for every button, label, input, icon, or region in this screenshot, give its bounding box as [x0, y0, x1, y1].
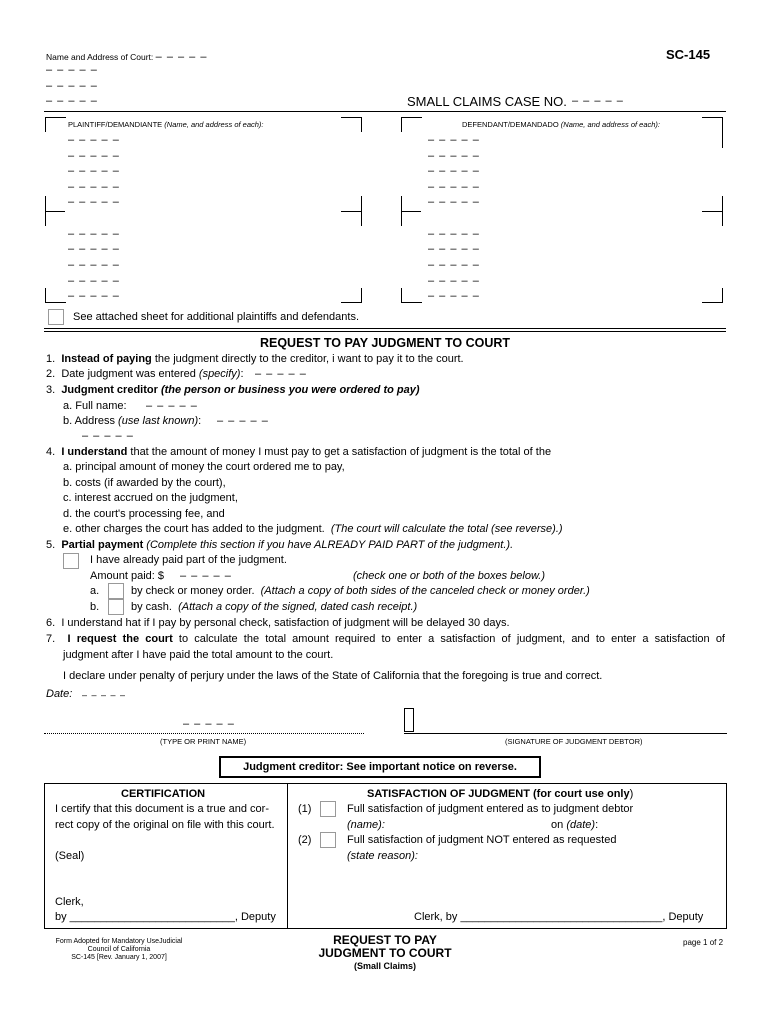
bracket — [702, 117, 723, 148]
check-money-order-checkbox[interactable] — [108, 583, 124, 599]
defendant-field[interactable]: – – – – – — [428, 150, 480, 162]
plaintiff-field[interactable]: – – – – – — [68, 150, 120, 162]
item-5b-letter: b. — [90, 601, 100, 613]
signature-label: (SIGNATURE OF JUDGMENT DEBTOR) — [505, 737, 643, 746]
item-4c: c. interest accrued on the judgment, — [63, 492, 238, 504]
divider — [44, 331, 726, 332]
signature-line[interactable] — [404, 733, 727, 734]
page-number: page 1 of 2 — [683, 938, 724, 947]
bracket — [45, 288, 66, 303]
entry-date-field[interactable]: on (date): — [551, 819, 599, 831]
bracket — [702, 211, 722, 212]
court-address-field[interactable]: – – – – – — [46, 64, 98, 76]
bracket — [401, 288, 422, 303]
item-5a: by check or money order. (Attach a copy of both sides of the canceled check or money order.) — [131, 585, 590, 597]
certification-title: CERTIFICATION — [121, 788, 206, 800]
plaintiff-field[interactable]: – – – – – — [68, 181, 120, 193]
plaintiff-field[interactable]: – – – – – — [68, 196, 120, 208]
partial-paid-label: I have already paid part of the judgment. — [90, 554, 287, 566]
bracket — [45, 211, 65, 212]
partial-paid-checkbox[interactable] — [63, 553, 79, 569]
reason-field[interactable]: (state reason): — [347, 850, 418, 862]
item-3b: b. Address (use last known): — [63, 415, 202, 427]
item-4: 4. I understand that the amount of money I must pay to get a satisfaction of judgment is the total of the — [46, 446, 552, 458]
declaration: I declare under penalty of perjury under the laws of the State of California that the foregoing is true and correct. — [63, 670, 603, 682]
item-1: 1. Instead of paying the judgment directly to the creditor, i want to pay it to the court. — [46, 353, 464, 365]
bracket — [722, 196, 723, 226]
amount-paid-label: Amount paid: $ — [90, 570, 164, 582]
bracket — [361, 196, 362, 226]
item-2: 2. Date judgment was entered (specify): — [46, 368, 244, 380]
name-line — [44, 733, 364, 734]
page-title: REQUEST TO PAY JUDGMENT TO COURT — [259, 336, 511, 350]
divider — [44, 328, 726, 329]
date-field[interactable]: – – – – – — [82, 690, 127, 700]
item-4b: b. costs (if awarded by the court), — [63, 477, 226, 489]
item-3a: a. Full name: — [63, 400, 127, 412]
creditor-address-field[interactable]: – – – – – — [82, 430, 134, 442]
creditor-name-field[interactable]: – – – – – — [146, 400, 198, 412]
defendant-field[interactable]: – – – – – — [428, 181, 480, 193]
option-2-number: (2) — [298, 834, 312, 846]
item-3: 3. Judgment creditor (the person or business you were ordered to pay) — [46, 384, 420, 396]
cash-checkbox[interactable] — [108, 599, 124, 615]
defendant-field[interactable]: – – – – – — [428, 196, 480, 208]
attached-sheet-label: See attached sheet for additional plaintiffs and defendants. — [73, 311, 360, 323]
bracket — [401, 117, 422, 132]
notice-box: Judgment creditor: See important notice on reverse. — [219, 756, 541, 778]
item-4d: d. the court's processing fee, and — [63, 508, 225, 520]
item-4a: a. principal amount of money the court ordered me to pay, — [63, 461, 345, 473]
defendant-label: DEFENDANT/DEMANDADO (Name, and address of each): — [462, 120, 660, 129]
plaintiff-field[interactable]: – – – – – — [68, 134, 120, 146]
certification-text: I certify that this document is a true and cor- — [55, 803, 269, 815]
clerk-deputy-line[interactable]: Clerk, by _________________________________, Deputy — [414, 911, 704, 923]
defendant-field[interactable]: – – – – – — [428, 275, 480, 287]
creditor-address-field[interactable]: – – – – – — [217, 415, 269, 427]
item-7-cont: judgment after I have paid the total amount to the court. — [63, 649, 334, 661]
clerk-label: Clerk, — [55, 896, 84, 908]
court-address-field[interactable]: – – – – – — [46, 95, 98, 107]
court-name-label: Name and Address of Court: – – – – – — [46, 51, 208, 63]
item-5: 5. Partial payment (Complete this section if you have ALREADY PAID PART of the judgment.). — [46, 539, 514, 551]
defendant-field[interactable]: – – – – – — [428, 259, 480, 271]
plaintiff-field[interactable]: – – – – – — [68, 290, 120, 302]
form-adoption-note: Form Adopted for Mandatory UseJudicial Council of California SC-145 [Rev. January 1, 2007] — [55, 938, 183, 961]
box-divider — [287, 783, 288, 929]
item-5b: by cash. (Attach a copy of the signed, dated cash receipt.) — [131, 601, 418, 613]
seal-label: (Seal) — [55, 850, 85, 862]
judgment-date-field[interactable]: – – – – – — [255, 368, 307, 380]
divider — [44, 111, 726, 112]
option-1-text: Full satisfaction of judgment entered as to judgment debtor — [347, 803, 634, 815]
defendant-field[interactable]: – – – – – — [428, 228, 480, 240]
check-hint: (check one or both of the boxes below.) — [353, 570, 546, 582]
defendant-field[interactable]: – – – – – — [428, 165, 480, 177]
print-name-field[interactable]: – – – – – — [183, 718, 235, 730]
not-entered-checkbox[interactable] — [320, 832, 336, 848]
plaintiff-field[interactable]: – – – – – — [68, 228, 120, 240]
plaintiff-field[interactable]: – – – – – — [68, 165, 120, 177]
defendant-field[interactable]: – – – – – — [428, 134, 480, 146]
item-7: 7. I request the court to calculate the total amount required to enter a satisfaction of judgment, and to enter a satisfaction of — [46, 633, 725, 645]
date-label: Date: — [46, 688, 73, 700]
debtor-name-field[interactable]: (name): — [347, 819, 385, 831]
case-number-field[interactable]: – – – – – — [572, 95, 624, 107]
bracket — [341, 117, 362, 132]
deputy-line[interactable]: by ___________________________, Deputy — [55, 911, 276, 923]
option-1-number: (1) — [298, 803, 312, 815]
form-id: SC-145 — [666, 47, 711, 62]
plaintiff-label: PLAINTIFF/DEMANDIANTE (Name, and address of each): — [68, 120, 264, 129]
plaintiff-field[interactable]: – – – – – — [68, 259, 120, 271]
footer-title: REQUEST TO PAY JUDGMENT TO COURT (Small Claims) — [318, 933, 452, 971]
bracket — [401, 211, 421, 212]
certification-text: rect copy of the original on file with this court. — [55, 819, 275, 831]
attached-sheet-checkbox[interactable] — [48, 309, 64, 325]
bracket — [702, 288, 723, 303]
satisfaction-title: SATISFACTION OF JUDGMENT (for court use only) — [367, 788, 634, 800]
item-4e: e. other charges the court has added to the judgment. (The court will calculate the total (see reverse).) — [63, 523, 563, 535]
defendant-field[interactable]: – – – – – — [428, 243, 480, 255]
signature-cursor — [404, 708, 414, 732]
court-address-field[interactable]: – – – – – — [46, 80, 98, 92]
case-number-label: SMALL CLAIMS CASE NO. — [407, 94, 567, 109]
type-name-label: (TYPE OR PRINT NAME) — [160, 737, 247, 746]
bracket — [341, 211, 361, 212]
item-6: 6. I understand hat if I pay by personal check, satisfaction of judgment will be delayed 30 days. — [46, 617, 510, 629]
plaintiff-field[interactable]: – – – – – — [68, 243, 120, 255]
amount-paid-field[interactable]: – – – – – — [180, 570, 232, 582]
plaintiff-field[interactable]: – – – – – — [68, 275, 120, 287]
option-2-text: Full satisfaction of judgment NOT entered as requested — [347, 834, 617, 846]
item-5a-letter: a. — [90, 585, 100, 597]
full-satisfaction-checkbox[interactable] — [320, 801, 336, 817]
bracket — [341, 288, 362, 303]
bracket — [45, 117, 66, 132]
defendant-field[interactable]: – – – – – — [428, 290, 480, 302]
